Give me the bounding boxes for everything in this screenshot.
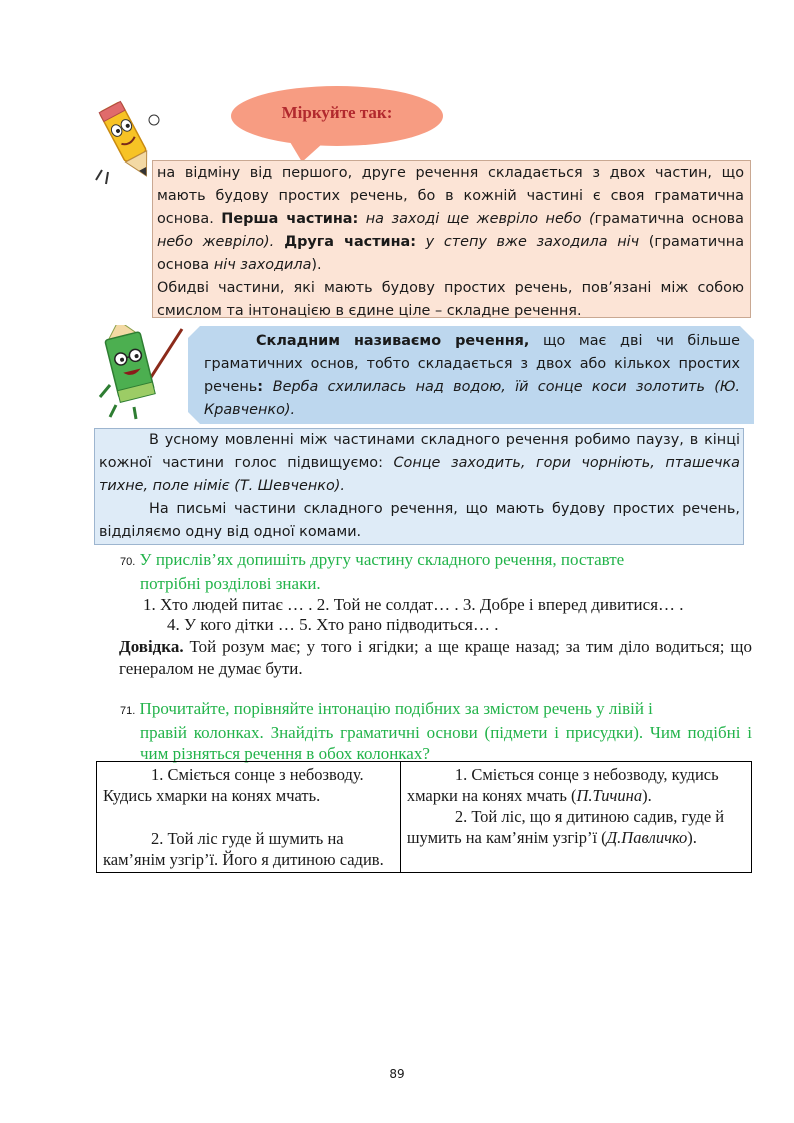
comparison-table — [96, 761, 752, 873]
rule-oral: В усному мовленні між частинами складного речення робимо паузу, в кінці кожної частини голос підвищуємо: Сонце заходить, гори чорніють, пташечка тихне, поле німіє (Т. Шевченко). — [99, 432, 740, 494]
teacher-pencil-icon — [96, 325, 188, 420]
thinking-paragraph-2: Обидві частини, які мають будову простих речень, пов’язані між собою смислом та інтонацією в єдине ціле – складне речення. — [157, 280, 744, 319]
exercise-71-task: 71. Прочитайте, порівняйте інтонацію подібних за змістом речень у лівій і правій колонках. Знайдіть граматичні основи (підмети і присудки). Чим подібні і чим різняться речення в обох колонках? — [120, 699, 752, 763]
proverbs-line-2: 4. У кого дітки … 5. Хто рано підводиться… . — [167, 615, 499, 634]
rule-written: На письмі частини складного речення, що мають будову простих речень, відділяємо одну від одної комами. — [99, 501, 740, 540]
proverbs-line-1: 1. Хто людей питає … . 2. Той не солдат… . 3. Добре і вперед дивитися… . — [143, 595, 684, 614]
left-column-cell: 1. Сміється сонце з небозводу. Кудись хмарки на конях мчать. 2. Той ліс гуде й шумить на кам’янім узгір’ї. Його я дитиною садив. — [97, 762, 401, 873]
exercise-number: 70. — [120, 556, 136, 568]
speech-bubble — [230, 84, 444, 164]
rules-box — [94, 428, 744, 545]
reference-note: Довідка. Той розум має; у того і ягідки; а ще краще назад; за тим діло водиться; що генералом не думає бути. — [119, 637, 752, 678]
definition-text: Складним називаємо речення, що має дві чи більше граматичних основ, тобто складається з двох або кількох простих речень: Верба схилилась над водою, їй сонце коси золотить (Ю. Кравченко). — [204, 333, 741, 418]
right-column-cell: 1. Сміється сонце з небозводу, кудись хмарки на конях мчать (П.Тичина). 2. Той ліс, що я дитиною садив, гуде й шумить на кам’янім узгір’ї (Д.Павличко). — [400, 762, 751, 873]
thinking-box — [152, 160, 751, 318]
thinking-paragraph-1: на відміну від першого, друге речення складається з двох частин, що мають будову простих речень, бо в кожній частині є своя граматична основа. Перша частина: на заході ще жевріло небо (граматична основа небо жевріло). Друга частина: у степу вже заходила ніч (граматична основа ніч заходила). — [157, 165, 745, 273]
exercise-70-task: 70. У прислів’ях допишіть другу частину складного речення, поставте потрібні розділові знаки. — [120, 550, 625, 593]
table-row — [97, 762, 752, 873]
bubble-title: Міркуйте так: — [281, 103, 393, 122]
page-number: 89 — [389, 1067, 405, 1081]
exercise-number: 71. — [120, 705, 136, 717]
